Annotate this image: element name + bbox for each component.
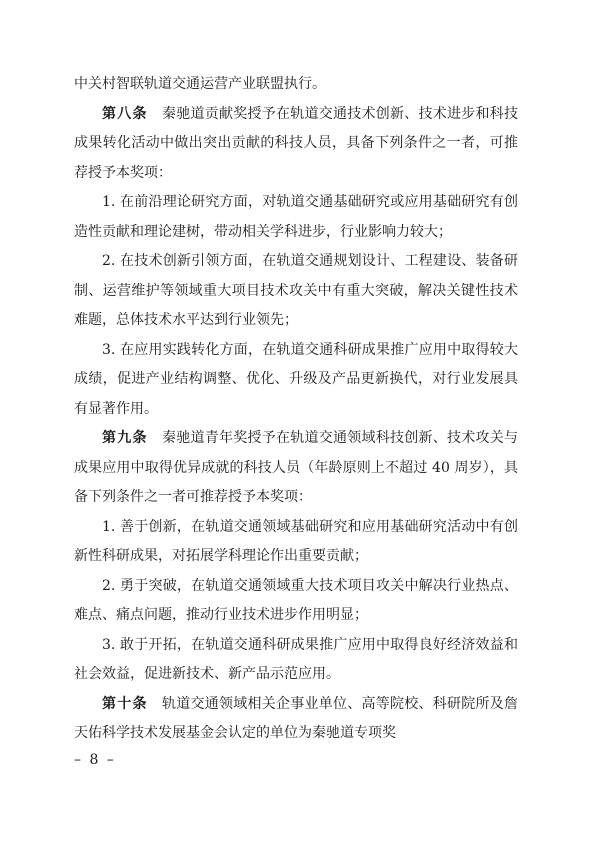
article-9-title: 第九条 — [102, 430, 148, 446]
article-10 — [74, 690, 518, 749]
document-body — [74, 70, 518, 749]
paragraph-continuation: 中关村智联轨道交通运营产业联盟执行。 — [74, 76, 326, 92]
article-8-item-1: 1. 在前沿理论研究方面，对轨道交通基础研究或应用基础研究有创造性贡献和理论建树，带动相关学科进步，行业影响力较大； — [74, 194, 518, 240]
page-number: – 8 – — [74, 752, 116, 768]
article-9 — [74, 424, 518, 513]
article-10-text: 轨道交通领域相关企事业单位、高等院校、科研院所及詹天佑科学技术发展基金会认定的单位为秦驰道专项奖 — [74, 695, 518, 741]
article-9-text: 秦驰道青年奖授予在轨道交通领域科技创新、技术攻关与成果应用中取得优异成就的科技人员（年龄原则上不超过 40 周岁），具备下列条件之一者可推荐授予本奖项： — [74, 430, 518, 505]
article-8-text: 秦驰道贡献奖授予在轨道交通技术创新、技术进步和科技成果转化活动中做出突出贡献的科技人员，具备下列条件之一者，可推荐授予本奖项： — [74, 105, 518, 181]
article-10-title: 第十条 — [102, 695, 148, 712]
article-8-item-2: 2. 在技术创新引领方面，在轨道交通规划设计、工程建设、装备研制、运营维护等领域重大项目技术攻关中有重大突破，解决关键性技术难题，总体技术水平达到行业领先； — [74, 253, 518, 328]
article-8-title: 第八条 — [102, 105, 148, 122]
article-8 — [74, 100, 518, 189]
article-9-item-3: 3. 敢于开拓，在轨道交通科研成果推广应用中取得良好经济效益和社会效益，促进新技术、新产品示范应用。 — [74, 636, 518, 682]
article-9-item-2: 2. 勇于突破，在轨道交通领域重大技术项目攻关中解决行业热点、难点、痛点问题，推动行业技术进步作用明显； — [74, 577, 518, 623]
article-9-item-1: 1. 善于创新，在轨道交通领域基础研究和应用基础研究活动中有创新性科研成果，对拓展学科理论作出重要贡献； — [74, 518, 518, 564]
article-8-item-3: 3. 在应用实践转化方面，在轨道交通科研成果推广应用中取得较大成绩，促进产业结构调整、优化、升级及产品更新换代，对行业发展具有显著作用。 — [74, 341, 518, 417]
